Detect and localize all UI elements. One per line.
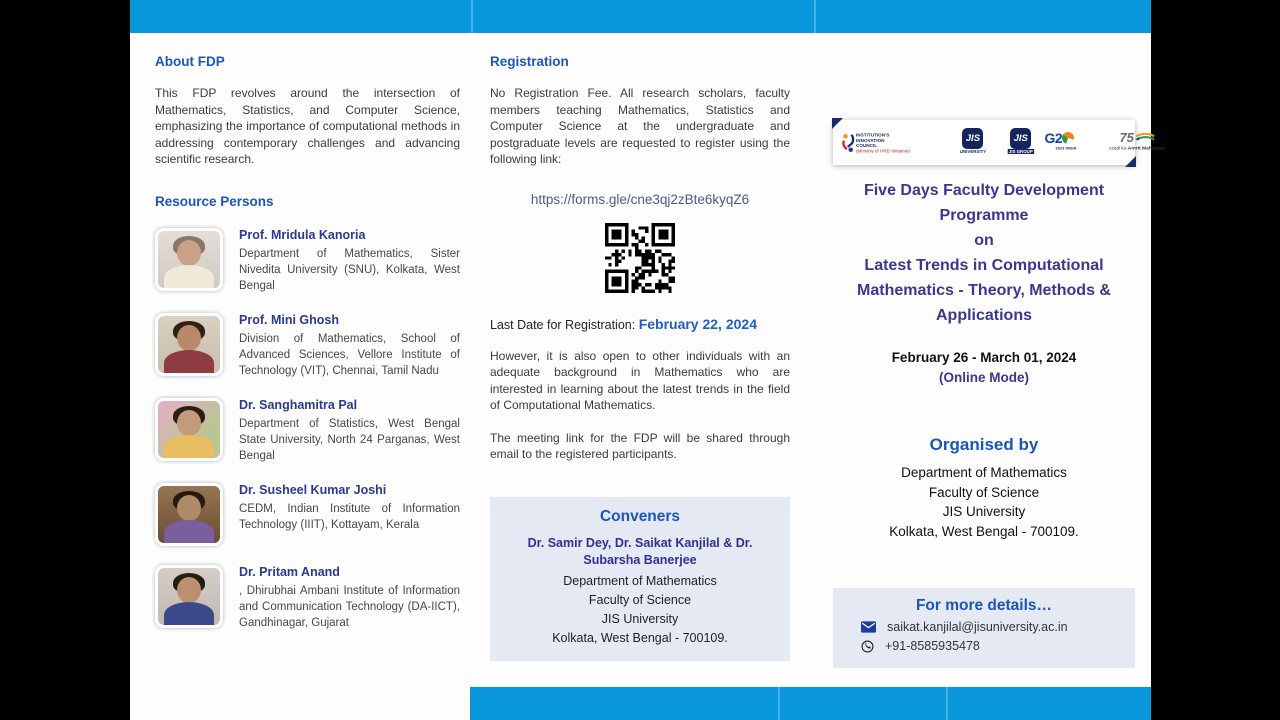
brochure-page [130, 0, 1166, 720]
g20-subtext: 2023 INDIA [1054, 146, 1076, 151]
jis-group-label: JIS GROUP [1008, 148, 1033, 154]
resource-persons-heading: Resource Persons [155, 193, 274, 209]
person-photo [155, 313, 223, 376]
organiser-university: JIS University [942, 504, 1026, 519]
registration-column [490, 54, 790, 463]
last-date-line [490, 316, 790, 332]
iic-text: COUNCIL [856, 142, 878, 148]
fold-seam [471, 0, 473, 33]
person-photo [155, 228, 223, 291]
person-photo [155, 398, 223, 461]
resource-person-card [155, 565, 460, 631]
jis-group-monogram: JIS [1010, 128, 1031, 149]
iic-subtext: (Ministry of HRD Initiative) [856, 147, 910, 153]
details-heading: For more details… [915, 597, 1053, 614]
jis-monogram: JIS [962, 128, 983, 149]
top-accent-bar [130, 0, 1151, 33]
conveners-address: Kolkata, West Bengal - 700109. [552, 631, 728, 645]
last-date-label: Last Date for Registration: [490, 317, 639, 332]
meeting-link-text: The meeting link for the FDP will be shared through email to the registered participants. [490, 430, 790, 461]
programme-dates: February 26 - March 01, 2024 [891, 350, 1077, 365]
conveners-university: JIS University [601, 612, 679, 626]
person-name: Prof. Mridula Kanoria [239, 227, 366, 242]
person-affiliation: Division of Mathematics, School of Advanced Sciences, Vellore Institute of Technology (VIT), Chennai, Tamil Nadu [239, 332, 460, 377]
fold-seam [814, 0, 816, 33]
organiser-dept: Department of Mathematics [901, 465, 1067, 480]
title-line2: on [974, 232, 994, 249]
about-column [155, 54, 460, 631]
azadi-mahotsav-logo [1086, 130, 1188, 155]
fold-seam [778, 687, 780, 720]
conveners-dept: Department of Mathematics [563, 574, 717, 588]
lotus-icon [1062, 132, 1074, 144]
person-name: Dr. Pritam Anand [239, 564, 340, 579]
contact-email[interactable]: saikat.kanjilal@jisuniversity.ac.in [887, 620, 1068, 634]
jis-university-label: UNIVERSITY [959, 148, 987, 154]
tricolor-flag-icon [1135, 133, 1155, 143]
resource-person-card [155, 313, 460, 379]
person-name: Dr. Susheel Kumar Joshi [239, 482, 387, 497]
contact-phone[interactable]: +91-8585935478 [885, 639, 980, 653]
registration-link[interactable]: https://forms.gle/cne3qj2zBte6kyqZ6 [530, 191, 750, 207]
azadi-75-text: 75 [1119, 130, 1134, 145]
programme-title [830, 178, 1138, 328]
last-date-value: February 22, 2024 [638, 315, 757, 332]
iic-logo [841, 125, 949, 161]
about-heading: About FDP [155, 54, 225, 69]
about-text: This FDP revolves around the intersection of Mathematics, Statistics, and Computer Science, emphasizing the importance of computational methods in addressing contemporary challenges and advancing scientific research. [155, 86, 460, 166]
organiser-faculty: Faculty of Science [928, 484, 1040, 500]
person-name: Prof. Mini Ghosh [239, 312, 339, 327]
resource-person-card [155, 228, 460, 294]
conveners-box [490, 497, 790, 661]
fold-seam [946, 687, 948, 720]
organiser-address [833, 463, 1135, 541]
email-icon [861, 621, 876, 633]
corner-decoration [1125, 156, 1136, 167]
whatsapp-icon [861, 640, 874, 653]
registration-heading: Registration [490, 54, 569, 69]
organiser-location: Kolkata, West Bengal - 700109. [889, 523, 1079, 539]
g20-logo [1045, 130, 1087, 155]
conveners-faculty: Faculty of Science [588, 593, 692, 607]
qr-code [605, 223, 675, 293]
title-line3: Latest Trends in Computational Mathematics - Theory, Methods & Applications [857, 257, 1111, 324]
jis-university-logo [949, 128, 997, 158]
resource-person-card [155, 483, 460, 546]
resource-person-card [155, 398, 460, 464]
programme-mode: (Online Mode) [939, 370, 1029, 385]
logo-strip [833, 120, 1166, 165]
corner-decoration [832, 118, 843, 129]
jis-group-logo [997, 128, 1045, 158]
person-affiliation: , Dhirubhai Ambani Institute of Information and Communication Technology (DA-IICT), Gandhinagar, Gujarat [239, 584, 460, 629]
registration-text: No Registration Fee. All research scholars, faculty members teaching Mathematics, Statistics and Computer Science at the undergraduate and postgraduate levels are requested to register using the following link: [490, 86, 790, 166]
azadi-line2: Amrit Mahotsav [1128, 145, 1166, 151]
person-photo [155, 483, 223, 546]
iic-text: INNOVATION [856, 137, 885, 143]
organised-by-heading: Organised by [929, 435, 1039, 454]
person-affiliation: Department of Mathematics, Sister Nivedita University (SNU), Kolkata, West Bengal [239, 247, 460, 292]
azadi-line1: Azadi Ka [1109, 145, 1127, 151]
person-affiliation: Department of Statistics, West Bengal State University, North 24 Parganas, West Bengal [239, 417, 460, 462]
open-participation-text: However, it is also open to other individuals with an adequate background in Mathematics who are interested in learning about the latest trends in the field of Computational Mathematics. [490, 348, 790, 412]
person-photo [155, 565, 223, 628]
person-name: Dr. Sanghamitra Pal [239, 397, 358, 412]
contact-details-box [833, 588, 1135, 668]
title-line1: Five Days Faculty Development Programme [863, 182, 1105, 224]
person-affiliation: CEDM, Indian Institute of Information Technology (IIIT), Kottayam, Kerala [239, 502, 460, 531]
bottom-accent-bar [470, 687, 1151, 720]
iic-figure-icon [841, 133, 856, 153]
conveners-heading: Conveners [599, 508, 681, 525]
g20-text: G2 [1044, 130, 1063, 146]
iic-text: INSTITUTION'S [856, 132, 890, 138]
conveners-names: Dr. Samir Dey, Dr. Saikat Kanjilal & Dr. Subarsha Banerjee [527, 536, 753, 567]
